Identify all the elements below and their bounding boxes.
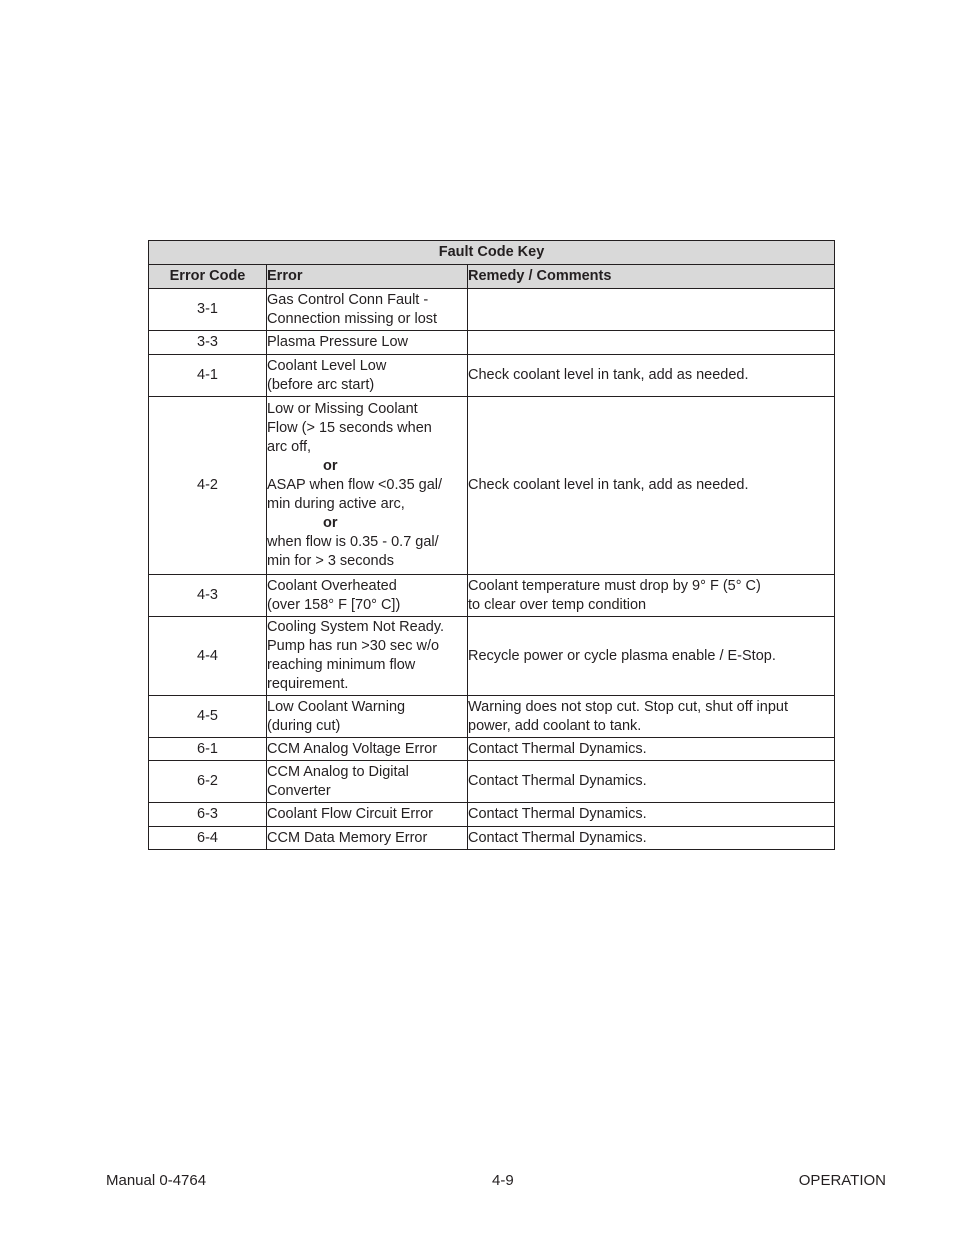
remedy-cell: Check coolant level in tank, add as needed.: [468, 397, 835, 575]
error-code-cell: 3-1: [149, 289, 267, 331]
error-code-cell: 6-4: [149, 827, 267, 850]
table-title: Fault Code Key: [149, 241, 835, 265]
error-code-cell: 4-3: [149, 575, 267, 617]
error-text: Low or Missing Coolant Flow (> 15 seconds when arc off,: [267, 401, 432, 455]
remedy-cell: Recycle power or cycle plasma enable / E-Stop.: [468, 617, 835, 696]
error-cell: Low Coolant Warning (during cut): [267, 696, 468, 738]
remedy-cell: Contact Thermal Dynamics.: [468, 827, 835, 850]
error-cell: Cooling System Not Ready. Pump has run >30 sec w/o reaching minimum flow requirement.: [267, 617, 468, 696]
table-row: [149, 289, 835, 331]
column-header-remedy: Remedy / Comments: [468, 265, 835, 289]
error-cell: Plasma Pressure Low: [267, 331, 468, 355]
remedy-cell: [468, 331, 835, 355]
error-code-cell: 6-3: [149, 803, 267, 827]
table-row: [149, 761, 835, 803]
error-code-cell: 4-2: [149, 397, 267, 575]
error-cell: CCM Analog to Digital Converter: [267, 761, 468, 803]
error-code-cell: 3-3: [149, 331, 267, 355]
table-row: [149, 331, 835, 355]
error-text: ASAP when flow <0.35 gal/ min during active arc,: [267, 477, 443, 512]
remedy-cell: [468, 289, 835, 331]
error-cell: CCM Data Memory Error: [267, 827, 468, 850]
error-text: when flow is 0.35 - 0.7 gal/ min for > 3 seconds: [267, 534, 439, 569]
error-code-cell: 6-1: [149, 738, 267, 761]
or-separator: or: [323, 515, 338, 531]
error-code-cell: 4-5: [149, 696, 267, 738]
remedy-cell: Warning does not stop cut. Stop cut, shut off input power, add coolant to tank.: [468, 696, 835, 738]
table-row: [149, 827, 835, 850]
manual-number: Manual 0-4764: [106, 1172, 207, 1189]
table-row: [149, 696, 835, 738]
remedy-cell: Contact Thermal Dynamics.: [468, 761, 835, 803]
error-code-cell: 4-4: [149, 617, 267, 696]
table-row: [149, 617, 835, 696]
remedy-cell: Contact Thermal Dynamics.: [468, 738, 835, 761]
table-row: [149, 803, 835, 827]
table-row: [149, 397, 835, 575]
section-name: OPERATION: [798, 1172, 886, 1189]
error-cell: Coolant Flow Circuit Error: [267, 803, 468, 827]
remedy-cell: Check coolant level in tank, add as needed.: [468, 355, 835, 397]
column-header-error: Error: [267, 265, 468, 289]
error-cell: Gas Control Conn Fault - Connection missing or lost: [267, 289, 468, 331]
error-cell: [267, 397, 468, 575]
fault-code-table: [148, 240, 835, 850]
table-row: [149, 575, 835, 617]
or-separator: or: [323, 458, 338, 474]
error-code-cell: 6-2: [149, 761, 267, 803]
page-number: 4-9: [492, 1172, 514, 1189]
error-cell: Coolant Level Low (before arc start): [267, 355, 468, 397]
error-code-cell: 4-1: [149, 355, 267, 397]
remedy-cell: Contact Thermal Dynamics.: [468, 803, 835, 827]
column-header-error-code: Error Code: [149, 265, 267, 289]
error-cell: Coolant Overheated (over 158° F [70° C]): [267, 575, 468, 617]
remedy-cell: Coolant temperature must drop by 9° F (5° C) to clear over temp condition: [468, 575, 835, 617]
table-row: [149, 355, 835, 397]
table-row: [149, 738, 835, 761]
error-cell: CCM Analog Voltage Error: [267, 738, 468, 761]
